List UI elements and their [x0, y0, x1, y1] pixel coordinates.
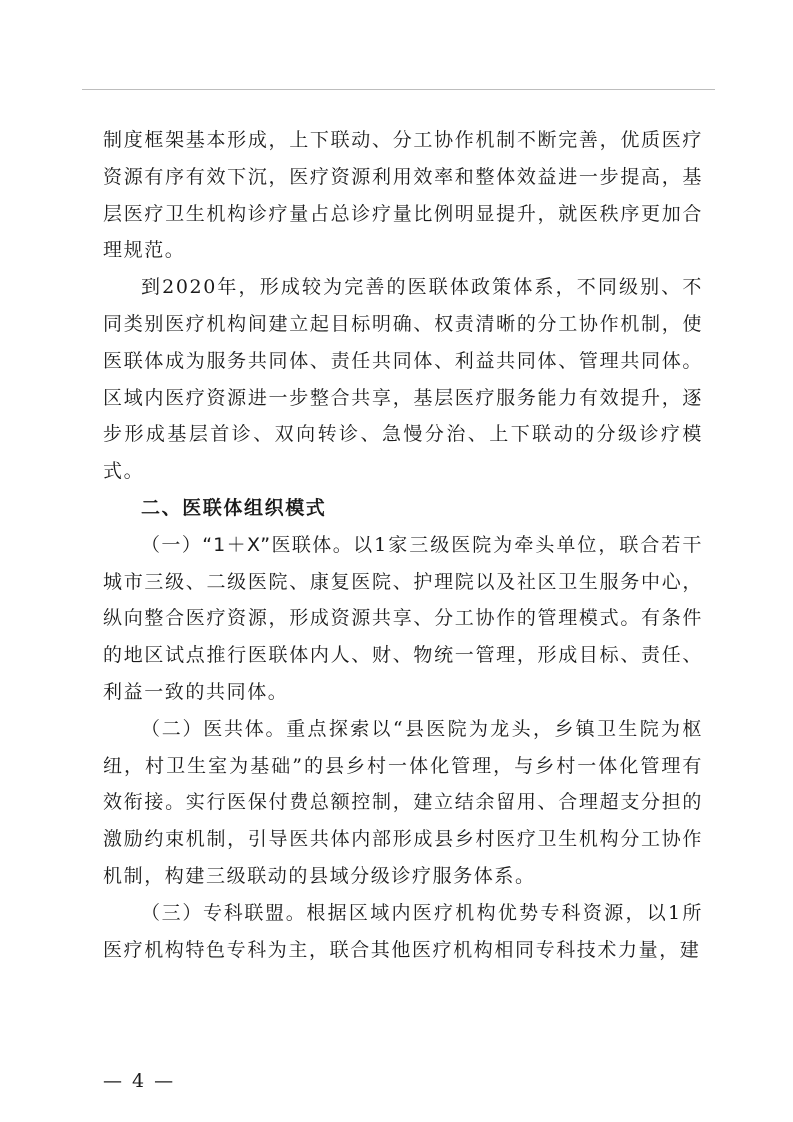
header-rule	[82, 89, 715, 90]
paragraph-continuation: 制度框架基本形成，上下联动、分工协作机制不断完善，优质医疗资源有序有效下沉，医疗资源利用效率和整体效益进一步提高，基层医疗卫生机构诊疗量占总诊疗量比例明显提升，就医秩序更加合理规范。	[103, 129, 703, 262]
item-1-lead: （一）“1＋X”医联体。	[141, 533, 354, 556]
list-item-2	[103, 711, 703, 895]
list-item-1	[103, 527, 703, 711]
item-2-text: 重点探索以“县医院为龙头，乡镇卫生院为枢纽，村卫生室为基础”的县乡村一体化管理，与乡村一体化管理有效衔接。实行医保付费总额控制，建立结余留用、合理超支分担的激励约束机制，引导医共体内部形成县乡村医疗卫生机构分工协作机制，构建三级联动的县域分级诊疗服务体系。	[103, 717, 703, 887]
section-heading: 二、医联体组织模式	[141, 496, 327, 519]
item-1-text: 以1家三级医院为牵头单位，联合若干城市三级、二级医院、康复医院、护理院以及社区卫生服务中心，纵向整合医疗资源，形成资源共享、分工协作的管理模式。有条件的地区试点推行医联体内人、财、物统一管理，形成目标、责任、利益一致的共同体。	[103, 533, 703, 703]
paragraph-2020-goal: 到2020年，形成较为完善的医联体政策体系，不同级别、不同类别医疗机构间建立起目标明确、权责清晰的分工协作机制，使医联体成为服务共同体、责任共同体、利益共同体、管理共同体。区域内医疗资源进一步整合共享，基层医疗服务能力有效提升，逐步形成基层首诊、双向转诊、急慢分治、上下联动的分级诊疗模式。	[103, 276, 703, 483]
item-3-text: 根据区域内医疗机构优势专科资源，以1所医疗机构特色专科为主，联合其他医疗机构相同专科技术力量，建	[103, 901, 703, 961]
item-2-lead: （二）医共体。	[141, 717, 287, 740]
page-number: — 4 —	[103, 1070, 176, 1092]
document-body	[103, 122, 703, 968]
list-item-3	[103, 895, 703, 969]
item-3-lead: （三）专科联盟。	[141, 901, 307, 924]
